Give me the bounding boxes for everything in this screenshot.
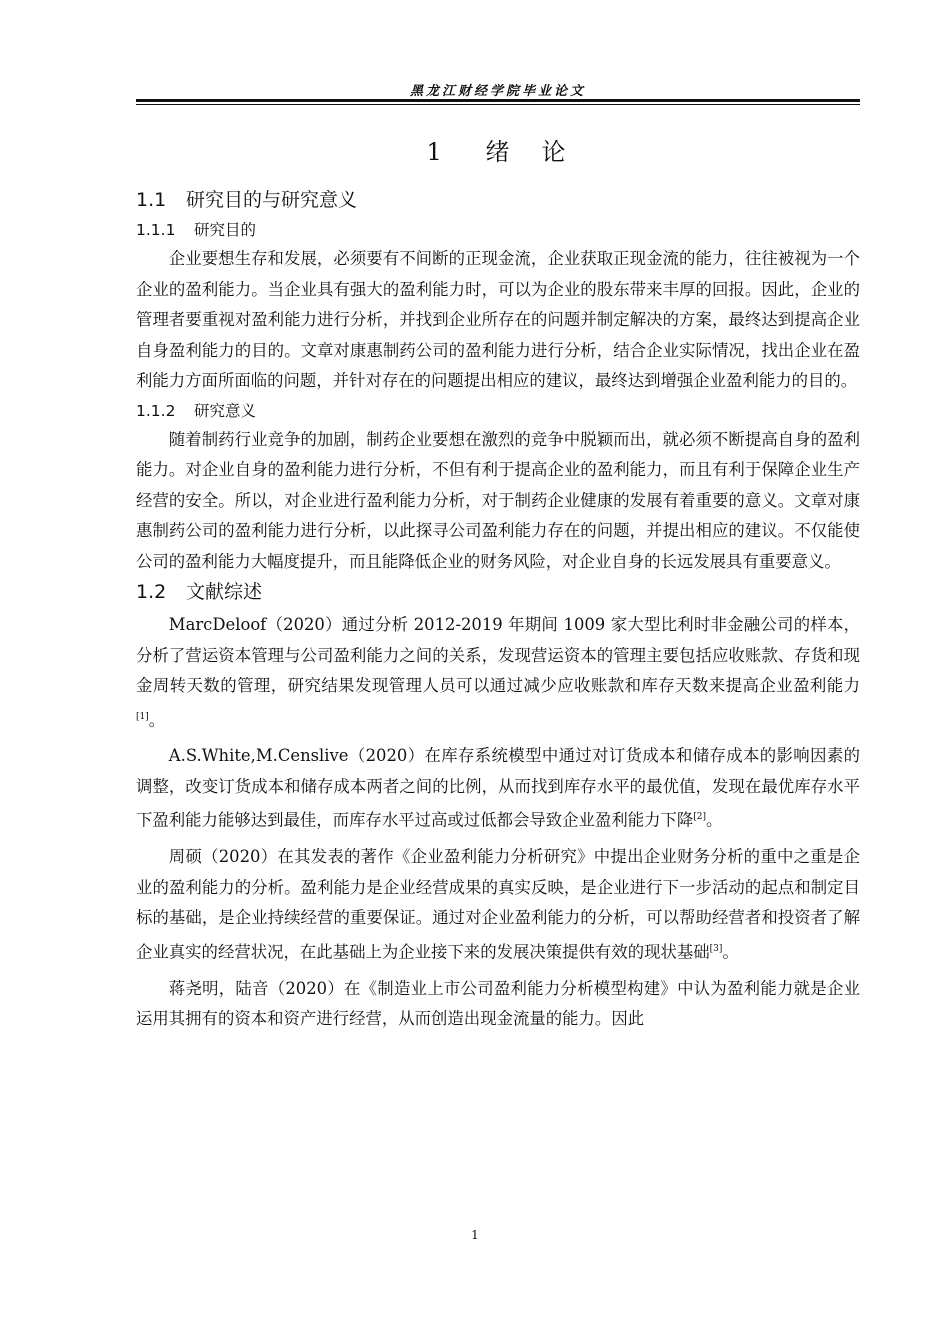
paragraph-end: 。 (148, 709, 166, 729)
paragraph-text: 周硕（2020）在其发表的著作《企业盈利能力分析研究》中提出企业财务分析的重中之重是企业的盈利能力的分析。盈利能力是企业经营成果的真实反映，是企业进行下一步活动的起点和制定目标的基础，是企业持续经营的重要保证。通过对企业盈利能力的分析，可以帮助经营者和投资者了解企业真实的经营状况，在此基础上为企业接下来的发展决策提供有效的现状基础 (136, 847, 860, 962)
page-number: 1 (471, 1228, 479, 1242)
section-number: 1.1 (136, 189, 167, 211)
paragraph-end: 。 (706, 810, 723, 830)
paragraph-literature-2 (136, 741, 860, 836)
paragraph-text: MarcDeloof（2020）通过分析 2012-2019 年期间 1009 家大型比利时非金融公司的样本，分析了营运资本管理与公司盈利能力之间的关系，发现营运资本的管理主要包括应收账款、存货和现金周转天数的管理，研究结果发现管理人员可以通过减少应收账款和库存天数来提高企业盈利能力 (136, 615, 860, 695)
section-heading-1-1 (136, 185, 860, 212)
section-heading-1-2 (136, 577, 860, 604)
chapter-name: 绪 论 (485, 138, 570, 166)
section-title: 研究目的与研究意义 (186, 189, 358, 211)
chapter-title (136, 132, 860, 167)
paragraph-research-significance: 随着制药行业竞争的加剧，制药企业要想在激烈的竞争中脱颖而出，就必须不断提高自身的盈利能力。对企业自身的盈利能力进行分析，不但有利于提高企业的盈利能力，而且有利于保障企业生产经营的安全。所以，对企业进行盈利能力分析，对于制药企业健康的发展有着重要的意义。文章对康惠制药公司的盈利能力进行分析，以此探寻公司盈利能力存在的问题，并提出相应的建议。不仅能使公司的盈利能力大幅度提升，而且能降低企业的财务风险，对企业自身的长远发展具有重要意义。 (136, 429, 860, 571)
running-header: 黑龙江财经学院毕业论文 (409, 84, 586, 99)
header-rule-thin (136, 104, 860, 105)
citation-ref: [1] (136, 711, 149, 722)
citation-ref: [2] (693, 812, 707, 823)
subsection-heading-1-1-1 (136, 218, 860, 240)
header-rule-thick (136, 99, 860, 102)
subsection-title: 研究意义 (194, 401, 257, 420)
citation-ref: [3] (709, 943, 723, 954)
subsection-heading-1-1-2 (136, 399, 860, 421)
chapter-number: 1 (426, 138, 446, 166)
paragraph-literature-3 (136, 842, 860, 967)
paragraph-end: 。 (722, 942, 739, 962)
subsection-title: 研究目的 (194, 221, 257, 239)
section-number: 1.2 (136, 581, 167, 603)
section-title: 文献综述 (186, 581, 263, 603)
page-body (136, 128, 860, 1035)
paragraph-literature-1 (136, 610, 860, 735)
paragraph-text: A.S.White,M.Censlive（2020）在库存系统模型中通过对订货成本和储存成本的影响因素的调整，改变订货成本和储存成本两者之间的比例，从而找到库存水平的最优值，发现在最优库存水平下盈利能力能够达到最佳，而库存水平过高或过低都会导致企业盈利能力下降 (136, 746, 860, 830)
paragraph-research-purpose: 企业要想生存和发展，必须要有不间断的正现金流，企业获取正现金流的能力，往往被视为一个企业的盈利能力。当企业具有强大的盈利能力时，可以为企业的股东带来丰厚的回报。因此，企业的管理者要重视对盈利能力进行分析，并找到企业所存在的问题并制定解决的方案，最终达到提高企业自身盈利能力的目的。文章对康惠制药公司的盈利能力进行分析，结合企业实际情况，找出企业在盈利能力方面所面临的问题，并针对存在的问题提出相应的建议，最终达到增强企业盈利能力的目的。 (136, 249, 860, 390)
subsection-number: 1.1.2 (136, 401, 176, 420)
paragraph-literature-4: 蒋尧明，陆音（2020）在《制造业上市公司盈利能力分析模型构建》中认为盈利能力就是企业运用其拥有的资本和资产进行经营，从而创造出现金流量的能力。因此 (136, 978, 860, 1029)
subsection-number: 1.1.1 (136, 221, 176, 239)
